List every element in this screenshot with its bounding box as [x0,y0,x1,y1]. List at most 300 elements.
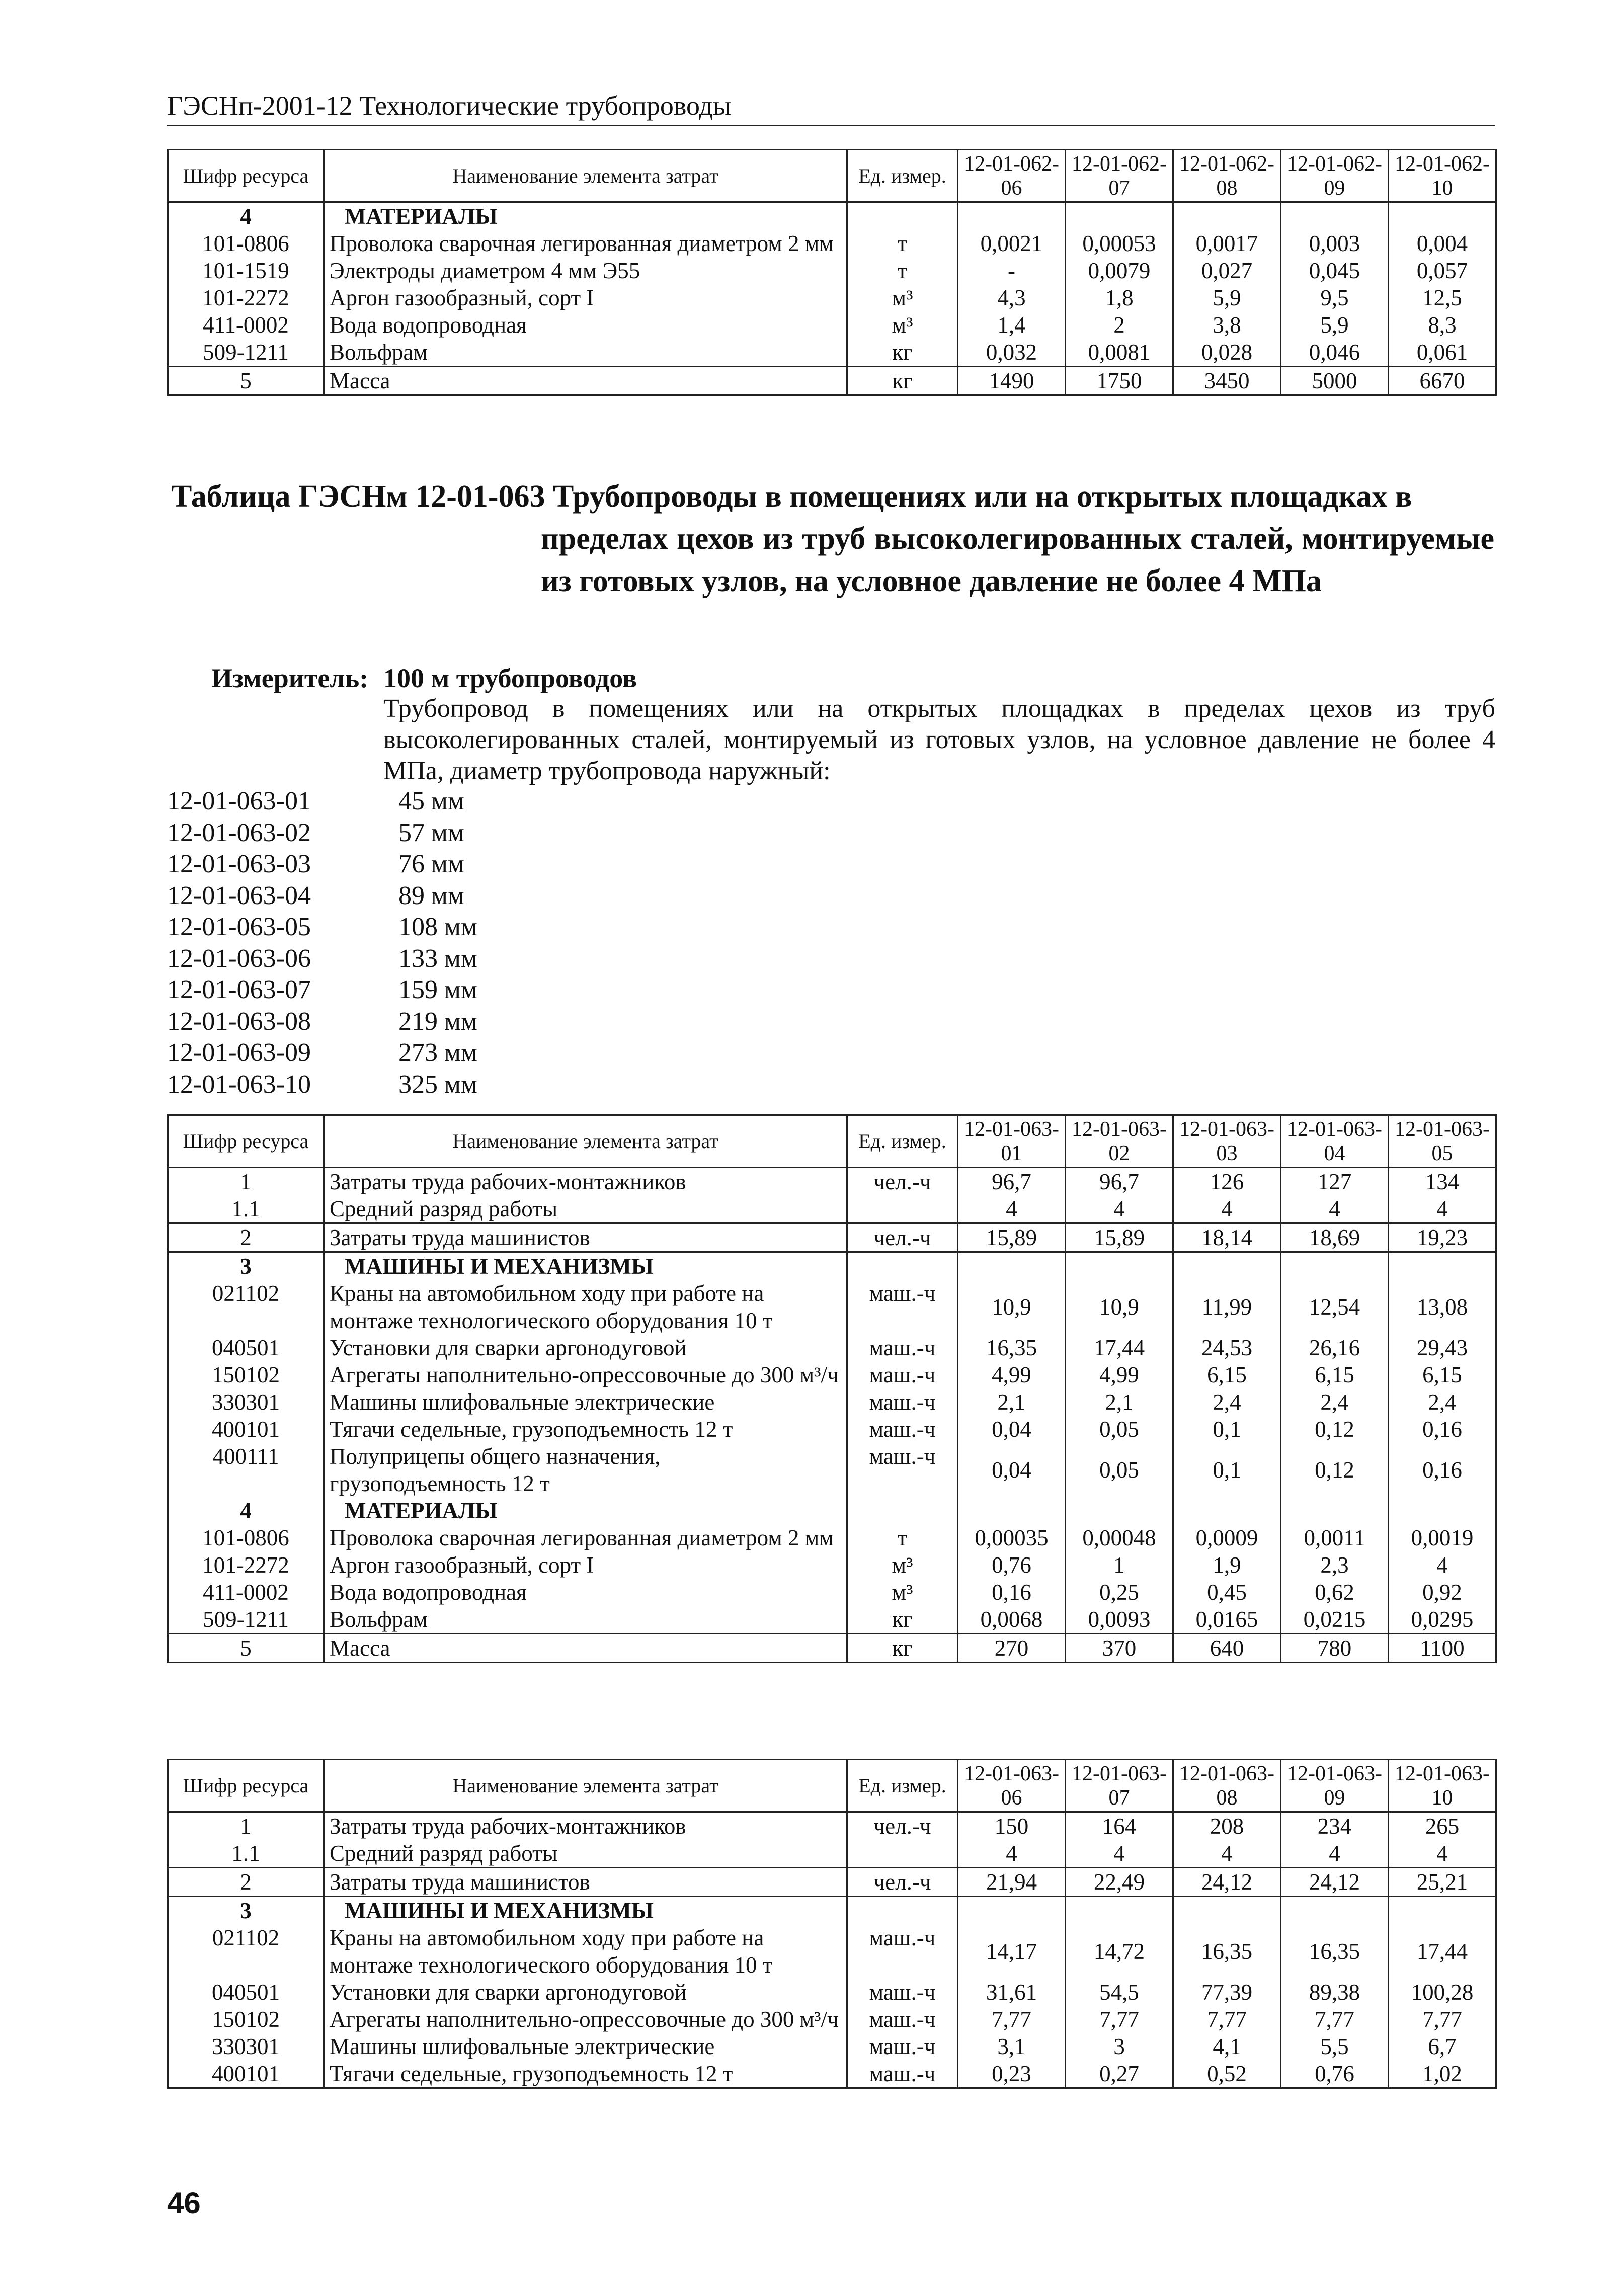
column-header-code: Шифр ресурса [168,1760,324,1812]
variant-diameter: 108 мм [398,913,477,941]
unit: м³ [847,284,958,311]
cell-value: 3,1 [958,2033,1066,2060]
cell-value: 0,046 [1281,339,1389,367]
cell-value [958,1897,1066,1925]
cell-value: 0,0021 [958,230,1066,257]
unit: маш.-ч [847,1334,958,1361]
cell-value: 0,1 [1173,1416,1281,1443]
cell-value: 0,76 [1281,2060,1389,2088]
cell-value: 2 [1066,311,1173,339]
cell-value: 25,21 [1389,1868,1496,1897]
table-row [168,1280,1496,1334]
resource-code: 040501 [168,1979,324,2006]
resource-code: 509-1211 [168,339,324,367]
unit: т [847,230,958,257]
resource-table-062 [167,149,1497,396]
cell-value: 11,99 [1173,1280,1281,1334]
cell-value: 0,004 [1389,230,1496,257]
column-header-name: Наименование элемента затрат [324,150,847,202]
cell-value [1173,1252,1281,1280]
cell-value: 0,16 [1389,1416,1496,1443]
cell-value: 2,1 [958,1388,1066,1416]
resource-code: 3 [168,1897,324,1925]
unit: чел.-ч [847,1812,958,1840]
cell-value: 10,9 [1066,1280,1173,1334]
cell-value: 12,54 [1281,1280,1389,1334]
unit: м³ [847,311,958,339]
cell-value: 9,5 [1281,284,1389,311]
cell-value: 127 [1281,1168,1389,1196]
variant-code: 12-01-063-04 [167,881,311,910]
cell-value: 19,23 [1389,1223,1496,1252]
cell-value: 6,15 [1389,1361,1496,1388]
cost-element-name: МАТЕРИАЛЫ [324,1497,847,1524]
table-row [168,1252,1496,1280]
cell-value: 0,05 [1066,1443,1173,1497]
table-row [168,1443,1496,1497]
column-header-variant: 12-01-063-01 [958,1115,1066,1168]
resource-code: 101-0806 [168,230,324,257]
cost-element-name: Затраты труда рабочих-монтажников [324,1168,847,1196]
table-row [168,1840,1496,1868]
cell-value: 5,9 [1281,311,1389,339]
cell-value: 134 [1389,1168,1496,1196]
column-header-variant: 12-01-062-06 [958,150,1066,202]
cell-value: 0,0093 [1066,1606,1173,1634]
cell-value: 5,5 [1281,2033,1389,2060]
cell-value: 0,16 [958,1579,1066,1606]
cell-value [958,1252,1066,1280]
cell-value: 14,17 [958,1924,1066,1979]
column-header-name: Наименование элемента затрат [324,1115,847,1168]
table-row [168,311,1496,339]
resource-code: 101-0806 [168,1524,324,1551]
resource-code: 509-1211 [168,1606,324,1634]
cost-element-name: Затраты труда рабочих-монтажников [324,1812,847,1840]
cell-value: 4 [1281,1195,1389,1223]
column-header-variant: 12-01-063-06 [958,1760,1066,1812]
variant-row [167,1037,477,1069]
unit: кг [847,1606,958,1634]
table-row [168,1812,1496,1840]
cell-value: 1 [1066,1551,1173,1579]
variant-code: 12-01-063-03 [167,850,311,878]
cell-value: 4,99 [958,1361,1066,1388]
cell-value: 16,35 [1281,1924,1389,1979]
table-heading-line-1: Таблица ГЭСНм 12-01-063 Трубопроводы в помещениях или на открытых площадках в [171,479,1412,514]
cell-value: 0,0019 [1389,1524,1496,1551]
cell-value: 0,057 [1389,257,1496,284]
variant-diameter: 76 мм [398,850,464,878]
cost-element-name: Краны на автомобильном ходу при работе на монтаже технологического оборудования 10 т [324,1924,847,1979]
variant-diameter: 89 мм [398,881,464,910]
cell-value [1389,202,1496,230]
cell-value: 4 [1066,1840,1173,1868]
unit: маш.-ч [847,1924,958,1979]
page-number: 46 [167,2186,201,2220]
unit [847,1252,958,1280]
cost-element-name: Вольфрам [324,1606,847,1634]
cell-value: 1750 [1066,367,1173,395]
cell-value: 0,0295 [1389,1606,1496,1634]
cell-value: 7,77 [1281,2006,1389,2033]
cell-value: 24,12 [1281,1868,1389,1897]
resource-code: 021102 [168,1280,324,1334]
cost-element-name: Тягачи седельные, грузоподъемность 12 т [324,2060,847,2088]
cell-value: 2,4 [1389,1388,1496,1416]
cell-value: 0,028 [1173,339,1281,367]
cell-value: 96,7 [958,1168,1066,1196]
variant-code: 12-01-063-06 [167,944,311,973]
cell-value: 0,027 [1173,257,1281,284]
cost-element-name: Установки для сварки аргонодуговой [324,1334,847,1361]
table-row [168,230,1496,257]
cell-value [1066,202,1173,230]
cell-value: 0,00035 [958,1524,1066,1551]
cell-value: 7,77 [1173,2006,1281,2033]
cell-value: 5,9 [1173,284,1281,311]
column-header-name: Наименование элемента затрат [324,1760,847,1812]
cost-element-name: Вольфрам [324,339,847,367]
table-row [168,1497,1496,1524]
cell-value [1389,1497,1496,1524]
cell-value: 24,12 [1173,1868,1281,1897]
column-header-code: Шифр ресурса [168,150,324,202]
unit: маш.-ч [847,2006,958,2033]
table-row [168,2006,1496,2033]
cell-value: 4 [1173,1195,1281,1223]
variant-row [167,817,477,849]
resource-table-063-06-10 [167,1759,1497,2089]
variant-code: 12-01-063-05 [167,913,311,941]
resource-code: 411-0002 [168,311,324,339]
cell-value: 4 [1173,1840,1281,1868]
variant-diameter: 133 мм [398,944,477,973]
unit: т [847,1524,958,1551]
cell-value: 1490 [958,367,1066,395]
resource-code: 101-2272 [168,284,324,311]
cell-value: 7,77 [1389,2006,1496,2033]
column-header-unit: Ед. измер. [847,150,958,202]
cell-value: 7,77 [958,2006,1066,2033]
resource-code: 400101 [168,1416,324,1443]
cost-element-name: Агрегаты наполнительно-опрессовочные до 300 м³/ч [324,2006,847,2033]
cell-value: 0,16 [1389,1443,1496,1497]
table-row [168,339,1496,367]
table-row [168,1388,1496,1416]
column-header-variant: 12-01-062-08 [1173,150,1281,202]
cell-value: 0,0009 [1173,1524,1281,1551]
cell-value: 17,44 [1389,1924,1496,1979]
resource-code: 101-2272 [168,1551,324,1579]
table-row [168,2060,1496,2088]
unit: маш.-ч [847,1280,958,1334]
cost-element-name: Машины шлифовальные электрические [324,1388,847,1416]
resource-code: 101-1519 [168,257,324,284]
table-row [168,1361,1496,1388]
variant-diameter: 219 мм [398,1007,477,1036]
cell-value [1173,202,1281,230]
cell-value: 164 [1066,1812,1173,1840]
cost-element-name: Затраты труда машинистов [324,1868,847,1897]
cell-value: 15,89 [958,1223,1066,1252]
table-heading [171,475,1494,602]
cell-value: 16,35 [958,1334,1066,1361]
cost-element-name: Краны на автомобильном ходу при работе на монтаже технологического оборудования 10 т [324,1280,847,1334]
cell-value: 1,4 [958,311,1066,339]
cell-value: 0,23 [958,2060,1066,2088]
cost-element-name: Машины шлифовальные электрические [324,2033,847,2060]
column-header-variant: 12-01-063-05 [1389,1115,1496,1168]
unit: чел.-ч [847,1223,958,1252]
cell-value: 0,0165 [1173,1606,1281,1634]
unit: чел.-ч [847,1168,958,1196]
cell-value: 270 [958,1634,1066,1663]
unit: маш.-ч [847,1443,958,1497]
column-header-variant: 12-01-063-03 [1173,1115,1281,1168]
table-row [168,1924,1496,1979]
cell-value: 6,7 [1389,2033,1496,2060]
cost-element-name: МАШИНЫ И МЕХАНИЗМЫ [324,1252,847,1280]
column-header-unit: Ед. измер. [847,1115,958,1168]
cell-value: 6,15 [1281,1361,1389,1388]
cell-value: 6,15 [1173,1361,1281,1388]
cell-value [958,1497,1066,1524]
cell-value: 24,53 [1173,1334,1281,1361]
cell-value [1066,1252,1173,1280]
page-header: ГЭСНп-2001-12 Технологические трубопроводы [167,87,1495,126]
cell-value: 0,0215 [1281,1606,1389,1634]
cell-value: 0,0068 [958,1606,1066,1634]
table-row [168,1551,1496,1579]
variant-code: 12-01-063-07 [167,975,311,1004]
table-row [168,257,1496,284]
cell-value [958,202,1066,230]
cell-value: 100,28 [1389,1979,1496,2006]
table-row [168,202,1496,230]
measure-label: Измеритель: [211,663,369,693]
variant-row [167,786,477,817]
cost-element-name: Проволока сварочная легированная диаметром 2 мм [324,230,847,257]
cell-value: 12,5 [1389,284,1496,311]
cell-value: 2,4 [1281,1388,1389,1416]
cell-value: 0,25 [1066,1579,1173,1606]
cell-value [1066,1497,1173,1524]
column-header-variant: 12-01-063-08 [1173,1760,1281,1812]
cell-value: 14,72 [1066,1924,1173,1979]
cell-value [1066,1897,1173,1925]
table-heading-continuation: пределах цехов из труб высоколегированных сталей, монтируемые из готовых узлов, на условное давление не более 4 МПа [541,522,1494,598]
column-header-variant: 12-01-063-02 [1066,1115,1173,1168]
cell-value: 4 [1281,1840,1389,1868]
cell-value: 265 [1389,1812,1496,1840]
cell-value: 4,3 [958,284,1066,311]
cell-value: 6670 [1389,367,1496,395]
table-row [168,1868,1496,1897]
cell-value: 29,43 [1389,1334,1496,1361]
cell-value: 3,8 [1173,311,1281,339]
variant-code: 12-01-063-08 [167,1007,311,1036]
cost-element-name: Масса [324,367,847,395]
column-header-variant: 12-01-062-09 [1281,150,1389,202]
column-header-variant: 12-01-063-10 [1389,1760,1496,1812]
work-description: Трубопровод в помещениях или на открытых площадках в пределах цехов из труб высоколегированных сталей, монтируемый из готовых узлов, на условное давление не более 4 МПа, диаметр трубопровода наружный: [383,694,1495,785]
cell-value [1281,1897,1389,1925]
resource-code: 021102 [168,1924,324,1979]
table-row [168,2033,1496,2060]
cell-value: 18,14 [1173,1223,1281,1252]
cell-value: 126 [1173,1168,1281,1196]
cell-value: 17,44 [1066,1334,1173,1361]
unit [847,202,958,230]
variant-row [167,943,477,975]
cell-value: 0,1 [1173,1443,1281,1497]
unit [847,1195,958,1223]
variant-row [167,1006,477,1038]
cost-element-name: Средний разряд работы [324,1840,847,1868]
cost-element-name: МАШИНЫ И МЕХАНИЗМЫ [324,1897,847,1925]
cell-value: 15,89 [1066,1223,1173,1252]
cell-value: 77,39 [1173,1979,1281,2006]
cell-value: 54,5 [1066,1979,1173,2006]
column-header-variant: 12-01-063-04 [1281,1115,1389,1168]
unit [847,1840,958,1868]
unit: м³ [847,1579,958,1606]
resource-code: 400101 [168,2060,324,2088]
cell-value: 234 [1281,1812,1389,1840]
unit [847,1897,958,1925]
table-row [168,1979,1496,2006]
variant-code: 12-01-063-01 [167,787,311,815]
cell-value: 1,9 [1173,1551,1281,1579]
unit [847,1497,958,1524]
cell-value: 1,02 [1389,2060,1496,2088]
cell-value: 10,9 [958,1280,1066,1334]
resource-code: 1.1 [168,1840,324,1868]
unit: маш.-ч [847,1979,958,2006]
cell-value: 4 [1389,1195,1496,1223]
cost-element-name: Вода водопроводная [324,311,847,339]
cell-value: 4 [1389,1551,1496,1579]
unit: т [847,257,958,284]
table-row [168,1168,1496,1196]
cell-value: 4,1 [1173,2033,1281,2060]
table-row [168,1334,1496,1361]
cell-value: 16,35 [1173,1924,1281,1979]
cell-value [1281,1497,1389,1524]
cell-value: 0,45 [1173,1579,1281,1606]
cell-value: 3450 [1173,367,1281,395]
column-header-unit: Ед. измер. [847,1760,958,1812]
resource-code: 150102 [168,1361,324,1388]
cost-element-name: Агрегаты наполнительно-опрессовочные до 300 м³/ч [324,1361,847,1388]
cell-value: 31,61 [958,1979,1066,2006]
unit: маш.-ч [847,2060,958,2088]
unit: м³ [847,1551,958,1579]
unit: маш.-ч [847,1388,958,1416]
cell-value: 0,12 [1281,1416,1389,1443]
cell-value: 3 [1066,2033,1173,2060]
cost-element-name: Средний разряд работы [324,1195,847,1223]
cell-value: 4 [1066,1195,1173,1223]
unit: маш.-ч [847,1361,958,1388]
measure-value: 100 м трубопроводов [383,663,637,693]
variant-row [167,849,477,880]
cell-value: - [958,257,1066,284]
unit: кг [847,1634,958,1663]
resource-code: 4 [168,1497,324,1524]
cell-value: 0,62 [1281,1579,1389,1606]
cell-value: 370 [1066,1634,1173,1663]
cell-value [1389,1252,1496,1280]
resource-code: 2 [168,1223,324,1252]
cell-value: 0,032 [958,339,1066,367]
column-header-variant: 12-01-063-09 [1281,1760,1389,1812]
unit: кг [847,367,958,395]
cell-value: 0,045 [1281,257,1389,284]
resource-table-063-01-05 [167,1114,1497,1663]
cell-value: 0,0079 [1066,257,1173,284]
cell-value [1281,1252,1389,1280]
cell-value: 0,04 [958,1416,1066,1443]
cell-value: 22,49 [1066,1868,1173,1897]
cell-value: 4 [958,1195,1066,1223]
unit: маш.-ч [847,2033,958,2060]
cell-value: 0,00048 [1066,1524,1173,1551]
unit: чел.-ч [847,1868,958,1897]
unit: маш.-ч [847,1416,958,1443]
variant-diameter: 273 мм [398,1038,477,1067]
cell-value [1281,202,1389,230]
cost-element-name: Затраты труда машинистов [324,1223,847,1252]
variant-diameter: 159 мм [398,975,477,1004]
table-row [168,284,1496,311]
cost-element-name: Вода водопроводная [324,1579,847,1606]
resource-code: 1 [168,1812,324,1840]
resource-code: 5 [168,1634,324,1663]
variant-diameter: 57 мм [398,818,464,847]
table-row [168,1195,1496,1223]
resource-code: 040501 [168,1334,324,1361]
cell-value [1173,1497,1281,1524]
table-row [168,1634,1496,1663]
cell-value: 26,16 [1281,1334,1389,1361]
table-row [168,367,1496,395]
variant-code: 12-01-063-09 [167,1038,311,1067]
cell-value: 0,0011 [1281,1524,1389,1551]
cell-value: 96,7 [1066,1168,1173,1196]
column-header-code: Шифр ресурса [168,1115,324,1168]
cell-value: 7,77 [1066,2006,1173,2033]
cell-value [1173,1897,1281,1925]
resource-code: 330301 [168,2033,324,2060]
resource-code: 3 [168,1252,324,1280]
cell-value: 5000 [1281,367,1389,395]
table-row [168,1579,1496,1606]
variant-row [167,880,477,912]
cell-value: 13,08 [1389,1280,1496,1334]
cost-element-name: Аргон газообразный, сорт I [324,284,847,311]
cell-value: 0,061 [1389,339,1496,367]
cell-value: 208 [1173,1812,1281,1840]
cell-value: 8,3 [1389,311,1496,339]
cell-value: 1100 [1389,1634,1496,1663]
resource-code: 4 [168,202,324,230]
cell-value: 2,1 [1066,1388,1173,1416]
table-row [168,1524,1496,1551]
unit: кг [847,339,958,367]
cell-value: 0,05 [1066,1416,1173,1443]
